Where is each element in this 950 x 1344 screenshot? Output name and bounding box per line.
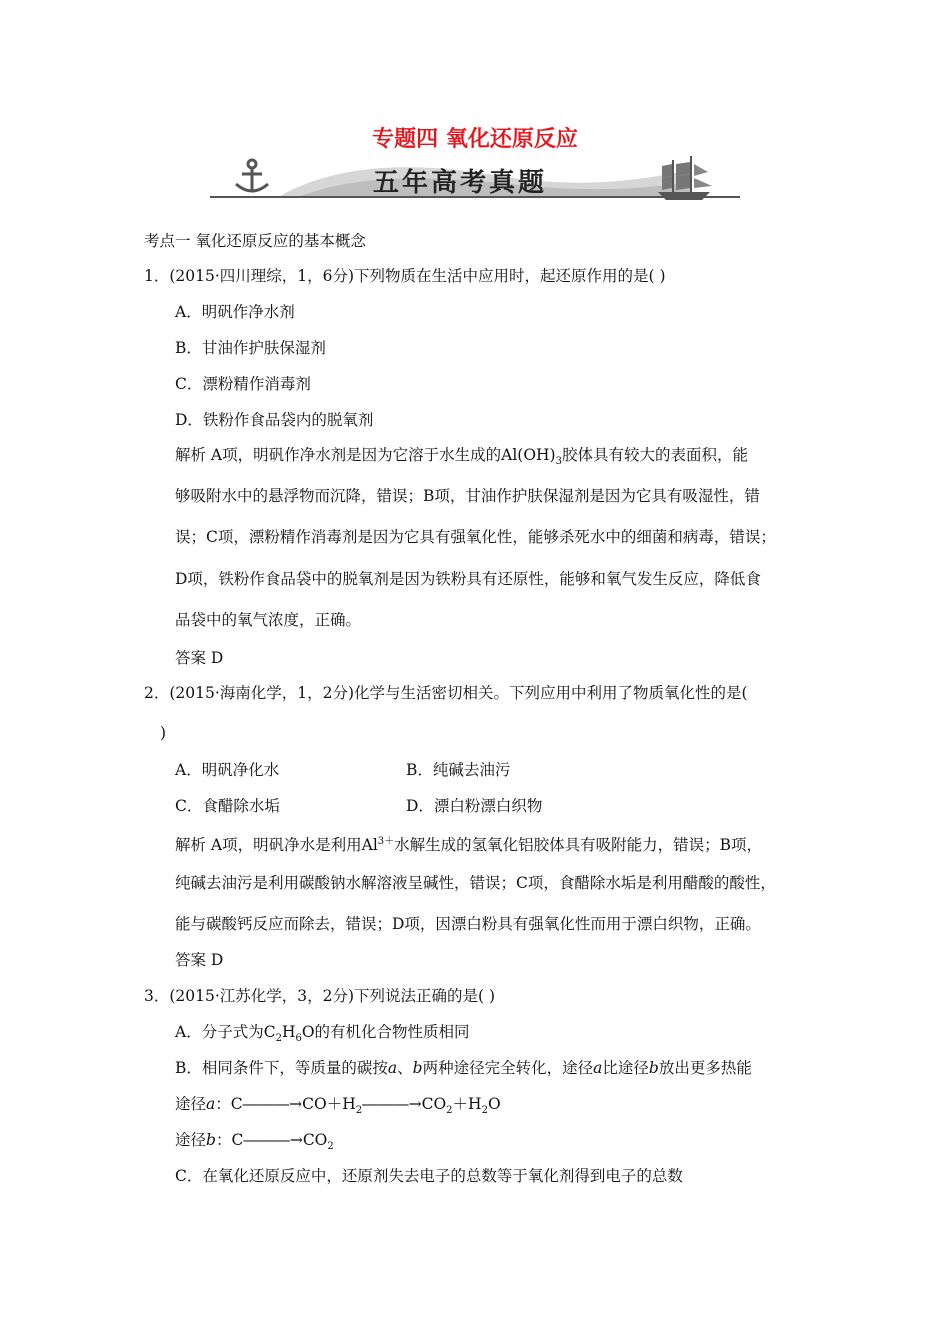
question-2-stem-cont: )	[160, 724, 167, 742]
q2-explanation-line-2: 纯碱去油污是利用碳酸钠水解溶液呈碱性，错误；C项，食醋除水垢是利用醋酸的酸性，	[175, 874, 776, 892]
q2-explanation-line-3: 能与碳酸钙反应而除去，错误；D项，因漂白粉具有强氧化性而用于漂白织物，正确。	[175, 915, 761, 933]
page-title: 专题四 氧化还原反应	[372, 127, 578, 152]
q2-option-b: B．纯碱去油污	[406, 761, 511, 779]
question-3-stem: 3．(2015·江苏化学，3，2分)下列说法正确的是( )	[144, 987, 496, 1005]
q2-option-c: C．食醋除水垢	[175, 797, 280, 815]
q1-explanation-line-4: D项，铁粉作食品袋中的脱氧剂是因为铁粉具有还原性，能够和氧气发生反应，降低食	[175, 570, 761, 588]
q3-option-a: A．分子式为$C_2H_6O$的有机化合物性质相同	[175, 1023, 470, 1045]
q1-option-b: B．甘油作护肤保湿剂	[175, 339, 326, 357]
q2-answer: 答案 D	[175, 951, 224, 969]
anchor-icon	[236, 160, 268, 192]
q2-option-a: A．明矾净化水	[175, 761, 280, 779]
question-1-stem: 1．(2015·四川理综，1，6分)下列物质在生活中应用时，起还原作用的是( )	[144, 267, 666, 285]
banner-title: 五年高考真题	[372, 168, 547, 198]
q3-option-c: C．在氧化还原反应中，还原剂失去电子的总数等于氧化剂得到电子的总数	[175, 1167, 683, 1185]
q1-explanation-line-1: 解析 A项，明矾作净水剂是因为它溶于水生成的$Al(OH)_3$胶体具有较大的表面积，能	[175, 446, 748, 468]
q1-option-d: D．铁粉作食品袋内的脱氧剂	[175, 411, 374, 429]
q1-option-c: C．漂粉精作消毒剂	[175, 375, 311, 393]
q1-explanation-line-3: 误；C项，漂粉精作消毒剂是因为它具有强氧化性，能够杀死水中的细菌和病毒，错误；	[175, 528, 776, 546]
sailing-ship-icon	[658, 156, 712, 200]
q2-explanation-line-1: 解析 A项，明矾净水是利用$Al^{3+}$水解生成的氢氧化铝胶体具有吸附能力，错误；B项，	[175, 836, 763, 855]
question-2-stem: 2．(2015·海南化学，1，2分)化学与生活密切相关。下列应用中利用了物质氧化性的是(	[144, 684, 748, 702]
section-heading: 考点一 氧化还原反应的基本概念	[144, 232, 366, 250]
q3-route-b: 途径b：$C―――\to CO_2$	[175, 1131, 334, 1153]
q3-route-a: 途径a：$C―――\to CO+H_2―――\to CO_2+H_2O$	[175, 1095, 501, 1117]
q1-explanation-line-2: 够吸附水中的悬浮物而沉降，错误；B项，甘油作护肤保湿剂是因为它具有吸湿性，错	[175, 487, 760, 505]
q3-option-b: B．相同条件下，等质量的碳按a、b两种途径完全转化，途径a比途径b放出更多热能	[175, 1059, 752, 1077]
q1-explanation-line-5: 品袋中的氧气浓度，正确。	[175, 611, 362, 629]
q1-option-a: A．明矾作净水剂	[175, 303, 295, 321]
q1-answer: 答案 D	[175, 649, 224, 667]
q2-option-d: D．漂白粉漂白织物	[406, 797, 543, 815]
